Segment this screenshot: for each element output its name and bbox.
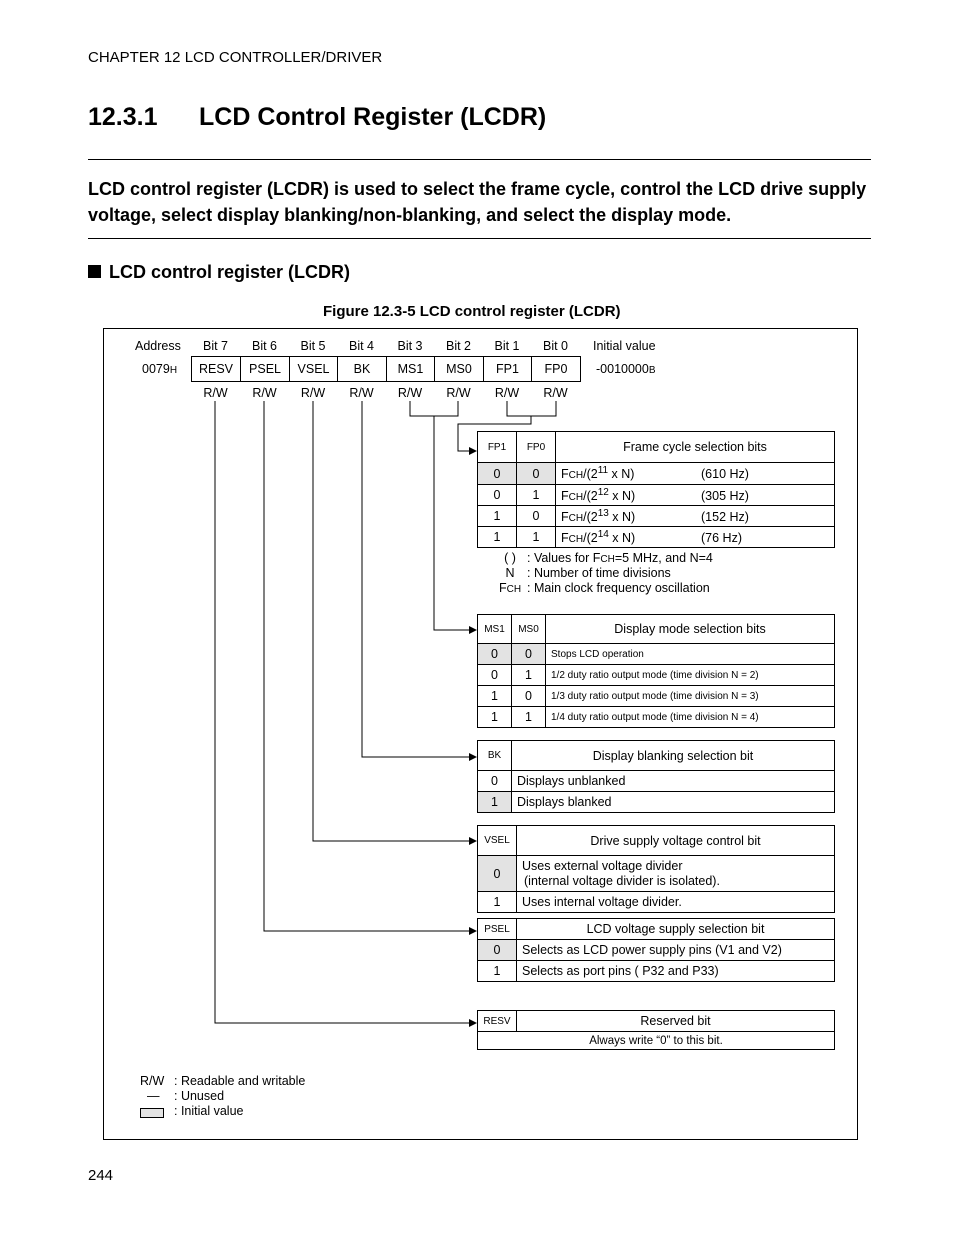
register-bit-bk: BK xyxy=(337,356,387,382)
ms1-value: 1 xyxy=(478,707,512,728)
frame-cycle-option: FCH/($2^{12}$ x N) (305 Hz) xyxy=(556,485,835,506)
bit-pos: Bit 7 xyxy=(202,339,228,353)
display-mode-option: Stops LCD operation xyxy=(546,644,835,665)
resv-title: Reserved bit xyxy=(517,1011,835,1032)
frame-cycle-option: FCH/($2^{13}$ x N) (152 Hz) xyxy=(556,506,835,527)
fp0-col-header: FP0 xyxy=(517,432,556,463)
figure-caption: Figure 12.3-5 LCD control register (LCDR) xyxy=(323,303,621,320)
ms0-value: 1 xyxy=(512,665,546,686)
bit-pos: Bit 4 xyxy=(348,339,374,353)
blanking-table xyxy=(477,740,835,813)
note-text: : Number of time divisions xyxy=(527,566,671,580)
ms1-col-header: MS1 xyxy=(478,615,512,644)
blanking-option: Displays unblanked xyxy=(512,771,835,792)
bit-pos: Bit 3 xyxy=(397,339,423,353)
bit-pos: Bit 5 xyxy=(300,339,326,353)
ms0-col-header: MS0 xyxy=(512,615,546,644)
vsel-title: Drive supply voltage control bit xyxy=(517,826,835,856)
ms1-value: 1 xyxy=(478,686,512,707)
fp1-value: 1 xyxy=(478,527,517,548)
psel-col-header: PSEL xyxy=(478,919,517,940)
fp1-value: 0 xyxy=(478,463,517,485)
resv-table xyxy=(477,1010,835,1050)
frame-cycle-option: FCH/($2^{11}$ x N) (610 Hz) xyxy=(556,463,835,485)
register-bit-ms0: MS0 xyxy=(434,356,484,382)
psel-option: Selects as LCD power supply pins (V1 and V2) xyxy=(517,940,835,961)
subheading-text: LCD control register (LCDR) xyxy=(109,262,351,282)
bk-value: 1 xyxy=(478,792,512,813)
bit-access: R/W xyxy=(494,386,520,400)
resv-col-header: RESV xyxy=(478,1011,517,1032)
intro-paragraph: LCD control register (LCDR) is used to select the frame cycle, control the LCD drive supply voltage, select display blanking/non-blanking, and select the display mode. xyxy=(88,179,867,225)
register-bit-vsel: VSEL xyxy=(289,356,338,382)
bit-pos: Bit 0 xyxy=(542,339,568,353)
note-symbol: FCH xyxy=(498,581,522,595)
display-mode-option: 1/3 duty ratio output mode (time division N = 3) xyxy=(546,686,835,707)
chapter-header: CHAPTER 12 LCD CONTROLLER/DRIVER xyxy=(88,49,383,66)
frame-cycle-title: Frame cycle selection bits xyxy=(556,432,835,463)
bit-access: R/W xyxy=(446,386,471,400)
psel-table xyxy=(477,918,835,982)
bit-access: R/W xyxy=(300,386,326,400)
register-bit-resv: RESV xyxy=(191,356,241,382)
bit-pos: Bit 2 xyxy=(445,339,471,353)
note-symbol: N xyxy=(505,566,515,580)
ms0-value: 0 xyxy=(512,686,546,707)
legend-text: : Unused xyxy=(174,1089,225,1103)
bit-pos: Bit 1 xyxy=(494,339,520,353)
register-bit-psel: PSEL xyxy=(240,356,290,382)
psel-option: Selects as port pins ( P32 and P33) xyxy=(517,961,835,982)
note-text: : Main clock frequency oscillation xyxy=(527,581,710,595)
display-mode-option: 1/2 duty ratio output mode (time division N = 2) xyxy=(546,665,835,686)
bit-pos: Bit 6 xyxy=(251,339,277,353)
address-value: 0079H xyxy=(142,362,178,376)
initial-value-label: Initial value xyxy=(593,339,656,353)
register-bit-ms1: MS1 xyxy=(386,356,435,382)
vsel-table xyxy=(477,825,835,913)
register-bit-fp1: FP1 xyxy=(483,356,532,382)
fp1-col-header: FP1 xyxy=(478,432,517,463)
bit-access: R/W xyxy=(543,386,568,400)
vsel-option: Uses internal voltage divider. xyxy=(517,892,835,913)
bit-access: R/W xyxy=(203,386,228,400)
frame-cycle-option: FCH/($2^{14}$ x N) (76 Hz) xyxy=(556,527,835,548)
register-bit-fp0: FP0 xyxy=(531,356,581,382)
blanking-title: Display blanking selection bit xyxy=(512,741,835,771)
legend-text: : Readable and writable xyxy=(174,1074,306,1088)
section-number: 12.3.1 xyxy=(88,103,158,131)
bk-col-header: BK xyxy=(478,741,512,771)
ms1-value: 0 xyxy=(478,665,512,686)
psel-title: LCD voltage supply selection bit xyxy=(517,919,835,940)
fp0-value: 1 xyxy=(517,485,556,506)
psel-value: 1 xyxy=(478,961,517,982)
blanking-option: Displays blanked xyxy=(512,792,835,813)
psel-value: 0 xyxy=(478,940,517,961)
note-text: : Values for FCH=5 MHz, and N=4 xyxy=(527,551,713,565)
fp0-value: 0 xyxy=(517,506,556,527)
vsel-value: 1 xyxy=(478,892,517,913)
vsel-option: Uses external voltage divider (internal voltage divider is isolated). xyxy=(517,856,835,892)
bit-access: R/W xyxy=(252,386,277,400)
vsel-col-header: VSEL xyxy=(478,826,517,856)
ms0-value: 0 xyxy=(512,644,546,665)
note-symbol: ( ) xyxy=(504,551,516,565)
vsel-value: 0 xyxy=(478,856,517,892)
fp1-value: 0 xyxy=(478,485,517,506)
display-mode-title: Display mode selection bits xyxy=(546,615,835,644)
ms1-value: 0 xyxy=(478,644,512,665)
resv-note: Always write “0” to this bit. xyxy=(478,1032,835,1050)
page-number: 244 xyxy=(88,1167,114,1184)
legend-initial-value-swatch xyxy=(140,1108,164,1118)
section-title-text: LCD Control Register (LCDR) xyxy=(199,103,547,131)
initial-value: -0010000B xyxy=(596,362,656,376)
legend-text: : Initial value xyxy=(174,1104,244,1118)
display-mode-option: 1/4 duty ratio output mode (time division N = 4) xyxy=(546,707,835,728)
legend-symbol-unused: — xyxy=(147,1089,160,1103)
bit-access: R/W xyxy=(397,386,423,400)
address-label: Address xyxy=(135,339,181,353)
fp0-value: 1 xyxy=(517,527,556,548)
legend-symbol-rw: R/W xyxy=(140,1074,165,1088)
bk-value: 0 xyxy=(478,771,512,792)
display-mode-table xyxy=(477,614,835,728)
bit-access: R/W xyxy=(349,386,374,400)
fp0-value: 0 xyxy=(517,463,556,485)
frame-cycle-table xyxy=(477,431,835,548)
ms0-value: 1 xyxy=(512,707,546,728)
fp1-value: 1 xyxy=(478,506,517,527)
